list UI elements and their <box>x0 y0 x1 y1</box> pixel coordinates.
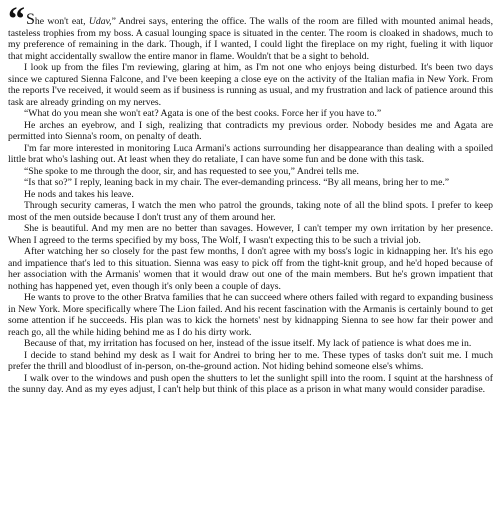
chapter-text <box>8 2 493 396</box>
paragraph: Through security cameras, I watch the men who patrol the grounds, taking note of all the blind spots. I prefer to keep most of the men outside because I don't trust any of them around her. <box>8 200 493 223</box>
paragraph: “What do you mean she won't eat? Agata is one of the best cooks. Force her if you have to.” <box>24 108 382 119</box>
paragraph: “Is that so?” I reply, leaning back in my chair. The ever-demanding princess. “By all means, bring her to me.” <box>24 177 450 188</box>
opening-text: he won't eat, <box>34 16 89 27</box>
paragraph: She is beautiful. And my men are no better than savages. However, I can't temper my own irritation by her presence. When I agreed to the terms specified by my boss, The Wolf, I wasn't expecting this to be such a trivial job. <box>8 223 493 246</box>
opening-text-continued: ” Andrei says, entering the office. The walls of the room are filled with mounted animal heads, tasteless trophies from my boss. A casual lounging space is situated in the center. The room is cloaked in shadows, much to my preference of remaining in the dark. Though, if I wanted, I could light the fireplace on my right, fueling it with liquor that might accidentally swallow the entire manor in flame. Wouldn't that be a sight to behold. <box>8 16 493 62</box>
opening-emphasis: Udav, <box>88 16 112 27</box>
paragraph: I'm far more interested in monitoring Luca Armani's actions surrounding her disappearance than dealing with a spoiled little brat who's lashing out. At least when they do retaliate, I can have some fun and be done with this task. <box>8 142 493 165</box>
drop-letter: S <box>26 11 35 28</box>
paragraph: Because of that, my irritation has focused on her, instead of the issue itself. My lack of patience is what does me in. <box>24 338 472 349</box>
opening-quote-mark: “ <box>8 1 25 38</box>
paragraph: “She spoke to me through the door, sir, and has requested to see you,” Andrei tells me. <box>24 165 359 177</box>
paragraph: After watching her so closely for the past few months, I don't agree with my boss's logic in kidnapping her. It's his ego and impatience that's led to this situation. Sienna was easy to pick off from the tight-knit group, and he'd hoped because of her association with the Armanis' women that it would draw out one of the main members. But he's grown impatient that nothing has happened yet, even though it's only been a couple of days. <box>8 246 493 292</box>
paragraph: He nods and takes his leave. <box>24 188 134 200</box>
paragraph: He arches an eyebrow, and I sigh, realizing that contradicts my previous order. Nobody besides me and Agata are permitted into Sienna's room, on penalty of death. <box>8 119 493 142</box>
opening-paragraph <box>8 1 493 62</box>
paragraph: I walk over to the windows and push open the shutters to let the sunlight spill into the room. I squint at the harshness of the sunny day. And as my eyes adjust, I can't help but think of this place as a prison in what many would consider paradise. <box>8 372 493 395</box>
paragraph: I decide to stand behind my desk as I wait for Andrei to bring her to me. These types of tasks don't suit me. I much prefer the thrill and bloodlust of in-person, on-the-ground action. Not hiding behind someone else's whims. <box>8 349 493 372</box>
paragraph: I look up from the files I'm reviewing, glaring at him, as I'm not one who enjoys being disturbed. It's been two days since we captured Sienna Falcone, and I've been keeping a close eye on the activity of the Italian mafia in New York. From the reports I've received, it would seem as if business is running as usual, and my frustration and lack of patience around this task are already grinding on my nerves. <box>8 62 493 108</box>
paragraph: He wants to prove to the other Bratva families that he can succeed where others failed with regard to expanding business in New York. More specifically where The Lion failed. And his recent fascination with the Armanis is certainly bound to get some attention if he succeeds. His plan was to kick the hornets' nest by kidnapping Sienna to see how far their power and reach go, all the while hiding behind me as I do his dirty work. <box>8 292 493 338</box>
